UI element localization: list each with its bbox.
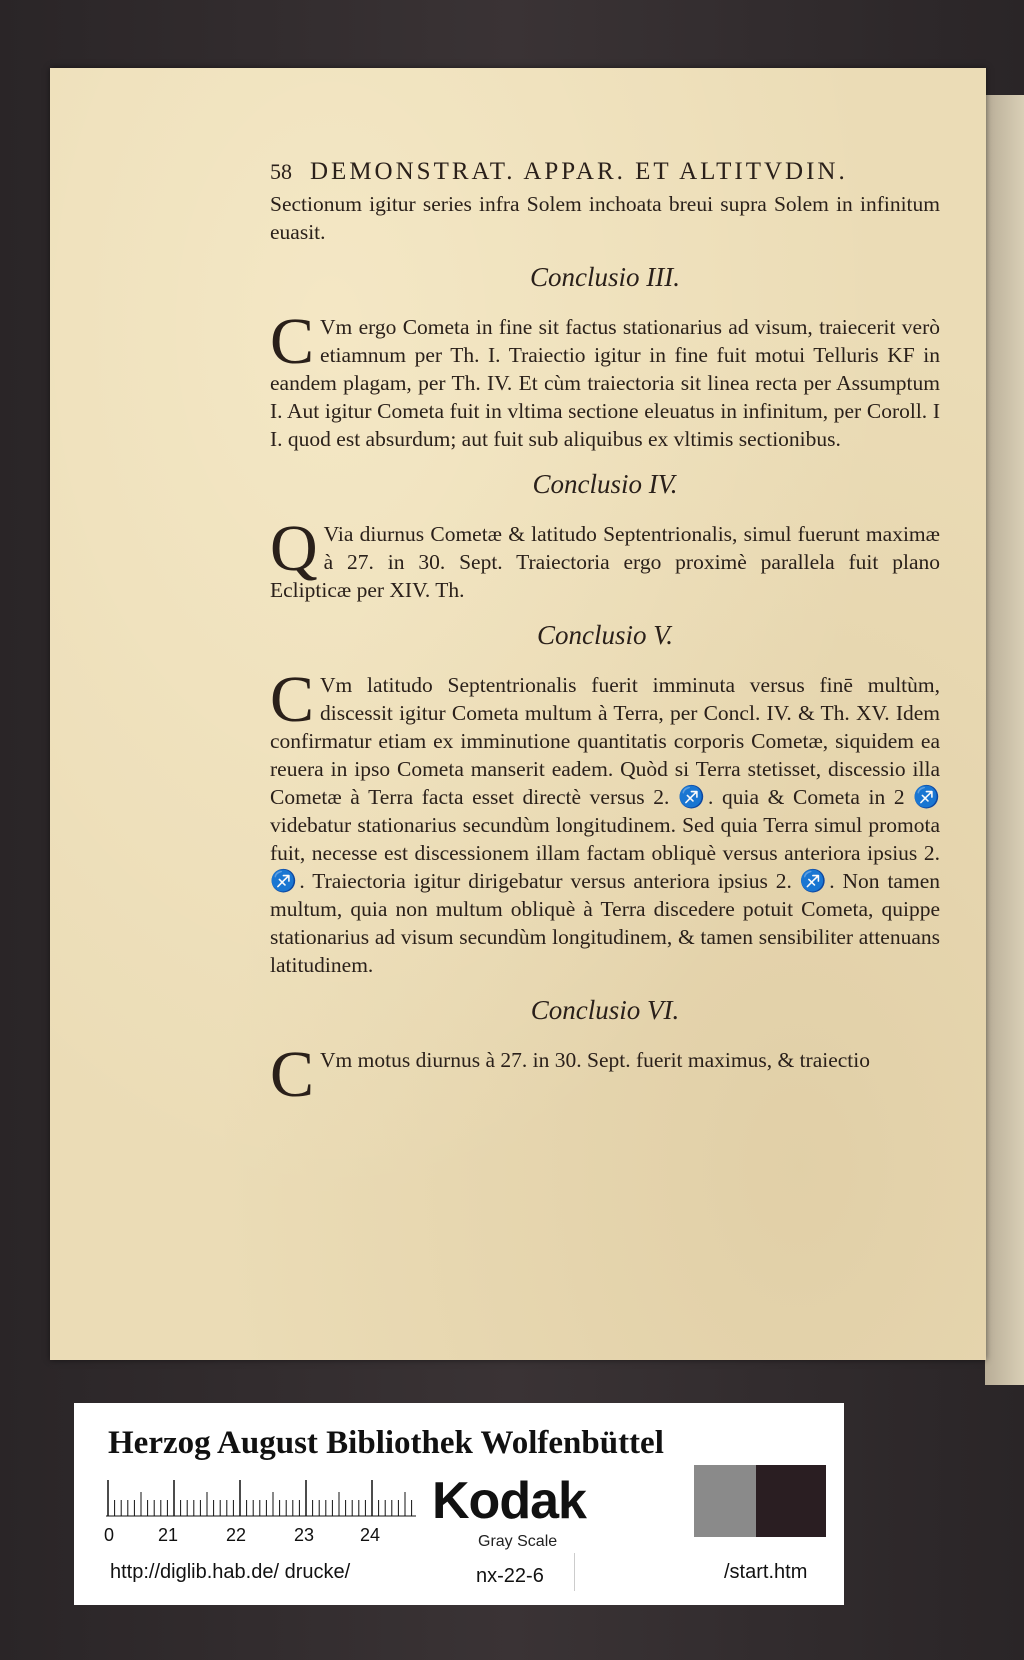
section-heading: Conclusio V. (536, 620, 673, 650)
dark-swatch (756, 1465, 826, 1537)
ruler-numbers (104, 1525, 434, 1549)
drop-cap: C (270, 663, 315, 736)
ruler-number: 0 (104, 1525, 115, 1545)
label-divider (574, 1553, 575, 1591)
kodak-logo: Kodak (432, 1472, 586, 1530)
section-heading: Conclusio VI. (530, 995, 680, 1025)
running-header (270, 158, 940, 186)
page-number: 58 (270, 159, 292, 184)
gray-swatch (694, 1465, 756, 1537)
url-right: /start.htm (724, 1561, 808, 1583)
gray-scale-caption: Gray Scale (478, 1533, 558, 1550)
section-heading: Conclusio III. (530, 262, 680, 292)
section-text: Vm ergo Cometa in fine sit factus stationarius ad visum, traiecerit verò etiamnum per Th. I. Traiectio igitur in fine fuit motui Telluris KF in eandem plagam, per Th. IV. Et cùm traiectoria sit linea recta per Assumptum I. Aut igitur Cometa fuit in vltima sectione eleuatus in infinitum, per Coroll. I I. quod est absurdum; aut fuit sub aliquibus ex vltimis sectionibus. (270, 315, 940, 451)
page-text (270, 158, 940, 1111)
library-name: Herzog August Bibliothek Wolfenbüttel (108, 1425, 664, 1461)
shelfmark: nx-22-6 (476, 1565, 544, 1587)
drop-cap: Q (270, 512, 318, 585)
section-paragraph (270, 663, 940, 979)
section-text: Via diurnus Cometæ & latitudo Septentrionalis, simul fuerunt maximæ à 27. in 30. Sept. Traiectoria ergo proximè parallela fuit plano Eclipticæ per XIV. Th. (270, 522, 940, 602)
ruler-number: 24 (360, 1525, 381, 1545)
ruler-number: 23 (294, 1525, 315, 1545)
ruler-number: 21 (158, 1525, 179, 1545)
archive-label (74, 1403, 844, 1605)
running-head-title: DEMONSTRAT. APPAR. ET ALTITVDIN. (310, 158, 848, 185)
drop-cap: C (270, 1038, 315, 1111)
section-text: Vm motus diurnus à 27. in 30. Sept. fuerit maximus, & traiectio (320, 1048, 871, 1072)
drop-cap: C (270, 305, 315, 378)
section-paragraph (270, 1038, 940, 1111)
section-paragraph (270, 512, 940, 604)
url-left: http://diglib.hab.de/ drucke/ (110, 1561, 351, 1583)
section-text: Vm latitudo Septentrionalis fuerit imminuta versus finē multùm, discessit igitur Cometa multum à Terra, per Concl. IV. & Th. XV. Idem confirmatur etiam ex imminutione quantitatis corporis Cometæ, siquidem ea reuera in ipso Cometa manserit eadem. Quòd si Terra stetisset, discessio illa Cometæ à Terra facta esset directè versus 2. ♐. quia & Cometa in 2 ♐ videbatur stationarius secundùm longitudinem. Sed quia Terra simul promota fuit, necesse est discessionem illam factam obliquè versus anteriora ipsius 2. ♐. Traiectoria igitur dirigebatur versus anteriora ipsius 2. ♐. Non tamen multum, quia non multum obliquè à Terra discedere potuit Cometa, quippe stationarius ad visum secundùm longitudinem, & tamen sensibiliter attenuans latitudinem. (270, 673, 940, 977)
section-heading: Conclusio IV. (532, 469, 678, 499)
facing-page-edge (985, 95, 1024, 1385)
ruler-scale (106, 1478, 416, 1518)
ruler-number: 22 (226, 1525, 247, 1545)
intro-paragraph: Sectionum igitur series infra Solem inchoata breui supra Solem in infinitum euasit. (270, 192, 940, 244)
section-paragraph (270, 305, 940, 453)
